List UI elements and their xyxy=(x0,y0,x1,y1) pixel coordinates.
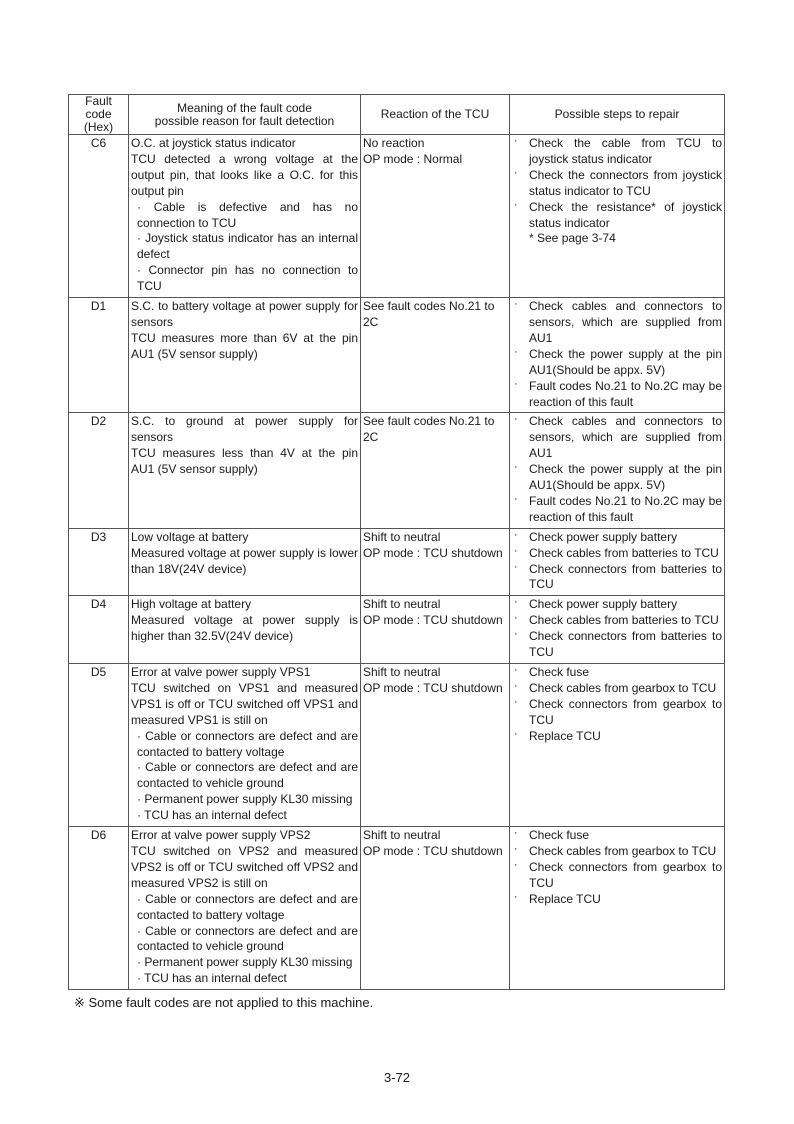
repair-step: · Check the power supply at the pin AU1(Should be appx. 5V) xyxy=(512,462,722,494)
repair-steps-list xyxy=(512,414,722,525)
header-meaning xyxy=(129,95,361,135)
reaction-text: OP mode : TCU shutdown xyxy=(363,545,503,560)
possible-reason-item: · TCU has an internal defect xyxy=(137,808,287,823)
possible-reason-item: · Joystick status indicator has an internal defect xyxy=(137,231,358,262)
header-fault-code-line: (Hex) xyxy=(83,120,114,134)
reaction-cell xyxy=(361,413,510,528)
repair-step: · Check cables from gearbox to TCU xyxy=(512,844,722,860)
reaction-text: See fault codes No.21 to 2C xyxy=(363,414,495,445)
table-row xyxy=(69,528,725,596)
repair-step: · Check cables from batteries to TCU xyxy=(512,546,722,562)
repair-step: · Check the connectors from joystick status indicator to TCU xyxy=(512,168,722,200)
fault-code-cell: D1 xyxy=(69,298,129,413)
reaction-cell xyxy=(361,596,510,664)
repair-step: · Check cables from batteries to TCU xyxy=(512,613,722,629)
meaning-text: O.C. at joystick status indicator xyxy=(131,136,296,150)
fault-code-cell: D2 xyxy=(69,413,129,528)
repair-step: · Check power supply battery xyxy=(512,530,722,546)
meaning-cell xyxy=(129,528,361,596)
table-header-row xyxy=(69,95,725,135)
header-reaction: Reaction of the TCU xyxy=(361,95,510,135)
repair-steps-cell xyxy=(510,664,725,827)
meaning-text: Low voltage at battery xyxy=(131,529,249,544)
repair-step: · Check connectors from batteries to TCU xyxy=(512,629,722,661)
repair-step: · Check fuse xyxy=(512,665,722,681)
reaction-text: See fault codes No.21 to 2C xyxy=(363,299,495,329)
repair-step: · Check power supply battery xyxy=(512,597,722,613)
possible-reason-item: · TCU has an internal defect xyxy=(137,971,287,986)
possible-reason-item: · Permanent power supply KL30 missing xyxy=(137,792,353,807)
repair-steps-list xyxy=(512,136,722,247)
table-row xyxy=(69,135,725,298)
table-row xyxy=(69,664,725,827)
repair-step: · Check the cable from TCU to joystick status indicator xyxy=(512,136,722,168)
meaning-cell xyxy=(129,298,361,413)
possible-reason-item: · Cable is defective and has no connection to TCU xyxy=(137,199,358,230)
repair-step: · Fault codes No.21 to No.2C may be reaction of this fault xyxy=(512,494,722,526)
reaction-cell xyxy=(361,664,510,827)
fault-code-cell: D3 xyxy=(69,528,129,596)
header-repair-steps: Possible steps to repair xyxy=(510,95,725,135)
reaction-text: Shift to neutral xyxy=(363,597,441,612)
reaction-cell xyxy=(361,298,510,413)
meaning-text: TCU switched on VPS1 and measured VPS1 is off or TCU switched off VPS1 and measured VPS1 is still on xyxy=(131,680,358,727)
possible-reason-item: · Cable or connectors are defect and are contacted to vehicle ground xyxy=(137,923,358,954)
meaning-text: S.C. to battery voltage at power supply for sensors xyxy=(131,299,358,329)
meaning-text: Measured voltage at power supply is higher than 32.5V(24V device) xyxy=(131,613,358,644)
reaction-cell xyxy=(361,827,510,990)
table-row xyxy=(69,413,725,528)
repair-steps-list xyxy=(512,665,722,745)
table-row xyxy=(69,596,725,664)
reaction-text: OP mode : TCU shutdown xyxy=(363,680,503,695)
repair-steps-cell xyxy=(510,827,725,990)
repair-step: · Replace TCU xyxy=(512,892,722,908)
header-meaning-line: possible reason for fault detection xyxy=(154,113,335,128)
repair-steps-list xyxy=(512,597,722,661)
possible-reason-item: · Cable or connectors are defect and are contacted to battery voltage xyxy=(137,891,358,922)
meaning-text: TCU measures more than 6V at the pin AU1 (5V sensor supply) xyxy=(131,330,358,361)
reaction-text: No reaction xyxy=(363,136,425,150)
fault-table-body xyxy=(69,135,725,990)
repair-step: · Check cables and connectors to sensors, which are supplied from AU1 xyxy=(512,414,722,462)
repair-step: · Check fuse xyxy=(512,828,722,844)
fault-code-cell: D6 xyxy=(69,827,129,990)
repair-steps-cell xyxy=(510,528,725,596)
meaning-text: High voltage at battery xyxy=(131,597,252,612)
repair-steps-cell xyxy=(510,135,725,298)
fault-code-cell: C6 xyxy=(69,135,129,298)
fault-code-table xyxy=(68,94,725,990)
header-meaning-line: Meaning of the fault code xyxy=(177,100,312,115)
possible-reason-item: · Cable or connectors are defect and are contacted to vehicle ground xyxy=(137,760,358,791)
repair-step: · Check connectors from gearbox to TCU xyxy=(512,697,722,729)
repair-step: · Check cables from gearbox to TCU xyxy=(512,681,722,697)
meaning-cell xyxy=(129,413,361,528)
repair-steps-cell xyxy=(510,413,725,528)
reaction-text: OP mode : TCU shutdown xyxy=(363,613,503,628)
fault-code-cell: D5 xyxy=(69,664,129,827)
possible-reason-item: · Permanent power supply KL30 missing xyxy=(137,955,353,970)
fault-code-cell: D4 xyxy=(69,596,129,664)
meaning-cell xyxy=(129,596,361,664)
repair-steps-list xyxy=(512,530,722,594)
meaning-text: Error at valve power supply VPS2 xyxy=(131,828,311,843)
repair-steps-list xyxy=(512,828,722,908)
repair-step: · Check connectors from batteries to TCU xyxy=(512,562,722,594)
reaction-text: Shift to neutral xyxy=(363,665,441,679)
table-row xyxy=(69,298,725,413)
meaning-cell xyxy=(129,827,361,990)
repair-steps-list xyxy=(512,299,722,410)
possible-reason-item: · Cable or connectors are defect and are contacted to battery voltage xyxy=(137,728,358,759)
repair-step: · Fault codes No.21 to No.2C may be reaction of this fault xyxy=(512,379,722,411)
page-number: 3-72 xyxy=(383,1070,411,1085)
meaning-text: TCU detected a wrong voltage at the output pin, that looks like a O.C. for this output pin xyxy=(131,151,358,198)
repair-step: · Replace TCU xyxy=(512,729,722,745)
repair-step: · Check the power supply at the pin AU1(Should be appx. 5V) xyxy=(512,347,722,379)
meaning-text: Error at valve power supply VPS1 xyxy=(131,665,311,679)
reaction-text: OP mode : Normal xyxy=(363,151,463,166)
repair-step: · Check cables and connectors to sensors, which are supplied from AU1 xyxy=(512,299,722,347)
table-row xyxy=(69,827,725,990)
meaning-text: Measured voltage at power supply is lower than 18V(24V device) xyxy=(131,545,358,576)
meaning-text: TCU switched on VPS2 and measured VPS2 is off or TCU switched off VPS2 and measured VPS2 is still on xyxy=(131,843,358,890)
repair-step: · Check the resistance* of joystick status indicator xyxy=(512,200,722,232)
footnote: ※ Some fault codes are not applied to this machine. xyxy=(74,995,374,1010)
reaction-cell xyxy=(361,528,510,596)
header-fault-code-line: Fault code xyxy=(85,94,112,121)
repair-steps-cell xyxy=(510,298,725,413)
reaction-text: Shift to neutral xyxy=(363,529,441,544)
reaction-text: Shift to neutral xyxy=(363,828,441,843)
repair-steps-cell xyxy=(510,596,725,664)
meaning-cell xyxy=(129,664,361,827)
header-fault-code xyxy=(69,95,129,135)
repair-step-note: * See page 3-74 xyxy=(529,231,616,246)
reaction-text: OP mode : TCU shutdown xyxy=(363,843,503,858)
possible-reason-item: · Connector pin has no connection to TCU xyxy=(137,263,358,294)
meaning-cell xyxy=(129,135,361,298)
repair-step: · Check connectors from gearbox to TCU xyxy=(512,860,722,892)
meaning-text: TCU measures less than 4V at the pin AU1 (5V sensor supply) xyxy=(131,446,358,477)
meaning-text: S.C. to ground at power supply for sensors xyxy=(131,414,358,445)
reaction-cell xyxy=(361,135,510,298)
